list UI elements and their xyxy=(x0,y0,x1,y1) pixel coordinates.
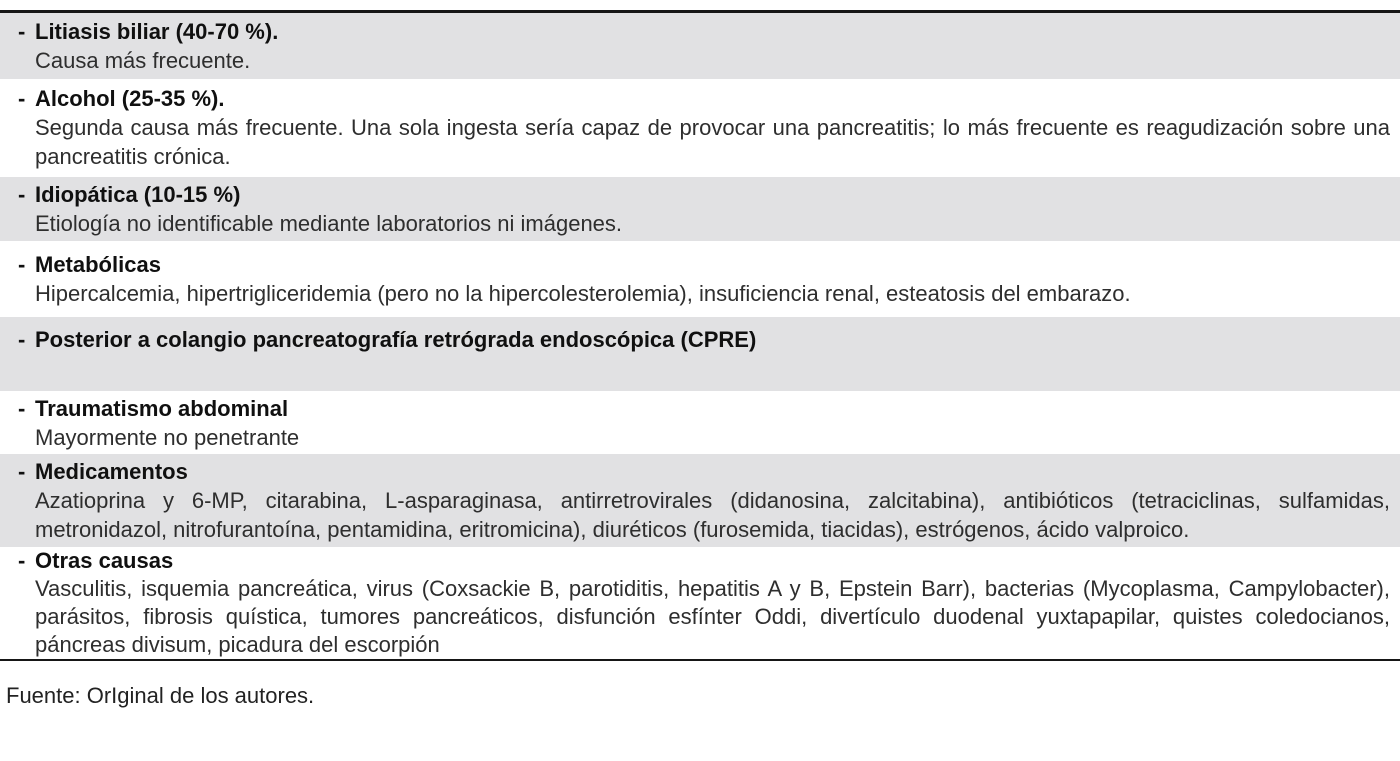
row-body: Segunda causa más frecuente. Una sola ingesta sería capaz de provocar una pancreatitis; lo más frecuente es reagudización sobre una pancreatitis crónica. xyxy=(35,115,1390,169)
table-row-traumatismo xyxy=(0,391,1400,454)
bullet-dash: - xyxy=(18,459,26,484)
bullet-dash: - xyxy=(18,86,26,111)
bullet-dash: - xyxy=(18,252,26,277)
bullet-dash: - xyxy=(18,548,26,573)
table-row-medicamentos xyxy=(0,454,1400,547)
row-title: Idiopática (10-15 %) xyxy=(35,182,241,207)
row-title: Medicamentos xyxy=(35,459,188,484)
row-body: Etiología no identificable mediante laboratorios ni imágenes. xyxy=(35,211,623,236)
bullet-dash: - xyxy=(18,396,26,421)
table-row-otras-causas xyxy=(0,547,1400,659)
row-body: Azatioprina y 6-MP, citarabina, L-asparaginasa, antirretrovirales (didanosina, zalcitabina), antibióticos (tetraciclinas, sulfamidas, metronidazol, nitrofurantoína, pentamidina, eritromicina), diuréticos (furosemida, tiacidas), estrógenos, ácido valproico. xyxy=(35,488,1390,542)
row-title: Posterior a colangio pancreatografía retrógrada endoscópica (CPRE) xyxy=(35,327,757,352)
row-title: Otras causas xyxy=(35,548,174,573)
row-body: Hipercalcemia, hipertrigliceridemia (pero no la hipercolesterolemia), insuficiencia renal, esteatosis del embarazo. xyxy=(35,281,1131,306)
row-title: Metabólicas xyxy=(35,252,161,277)
row-title: Litiasis biliar (40-70 %). xyxy=(35,19,279,44)
table-row-idiopatica xyxy=(0,177,1400,241)
etiology-table xyxy=(0,10,1400,661)
row-title: Traumatismo abdominal xyxy=(35,396,289,421)
table-row-litiasis xyxy=(0,13,1400,79)
bullet-dash: - xyxy=(18,327,26,352)
bullet-dash: - xyxy=(18,19,26,44)
table-row-metabolicas xyxy=(0,241,1400,317)
row-body: Mayormente no penetrante xyxy=(35,425,300,450)
row-title: Alcohol (25-35 %). xyxy=(35,86,225,111)
bullet-dash: - xyxy=(18,182,26,207)
source-note: Fuente: OrIginal de los autores. xyxy=(6,683,315,708)
row-body: Causa más frecuente. xyxy=(35,48,251,73)
table-row-alcohol xyxy=(0,79,1400,177)
table-row-cpre xyxy=(0,317,1400,391)
row-body: Vasculitis, isquemia pancreática, virus (Coxsackie B, parotiditis, hepatitis A y B, Epstein Barr), bacterias (Mycoplasma, Campylobacter), parásitos, fibrosis quística, tumores pancreáticos, disfunción esfínter Oddi, divertículo duodenal yuxtapapilar, quistes coledocianos, páncreas divisum, picadura del escorpión xyxy=(35,576,1390,657)
